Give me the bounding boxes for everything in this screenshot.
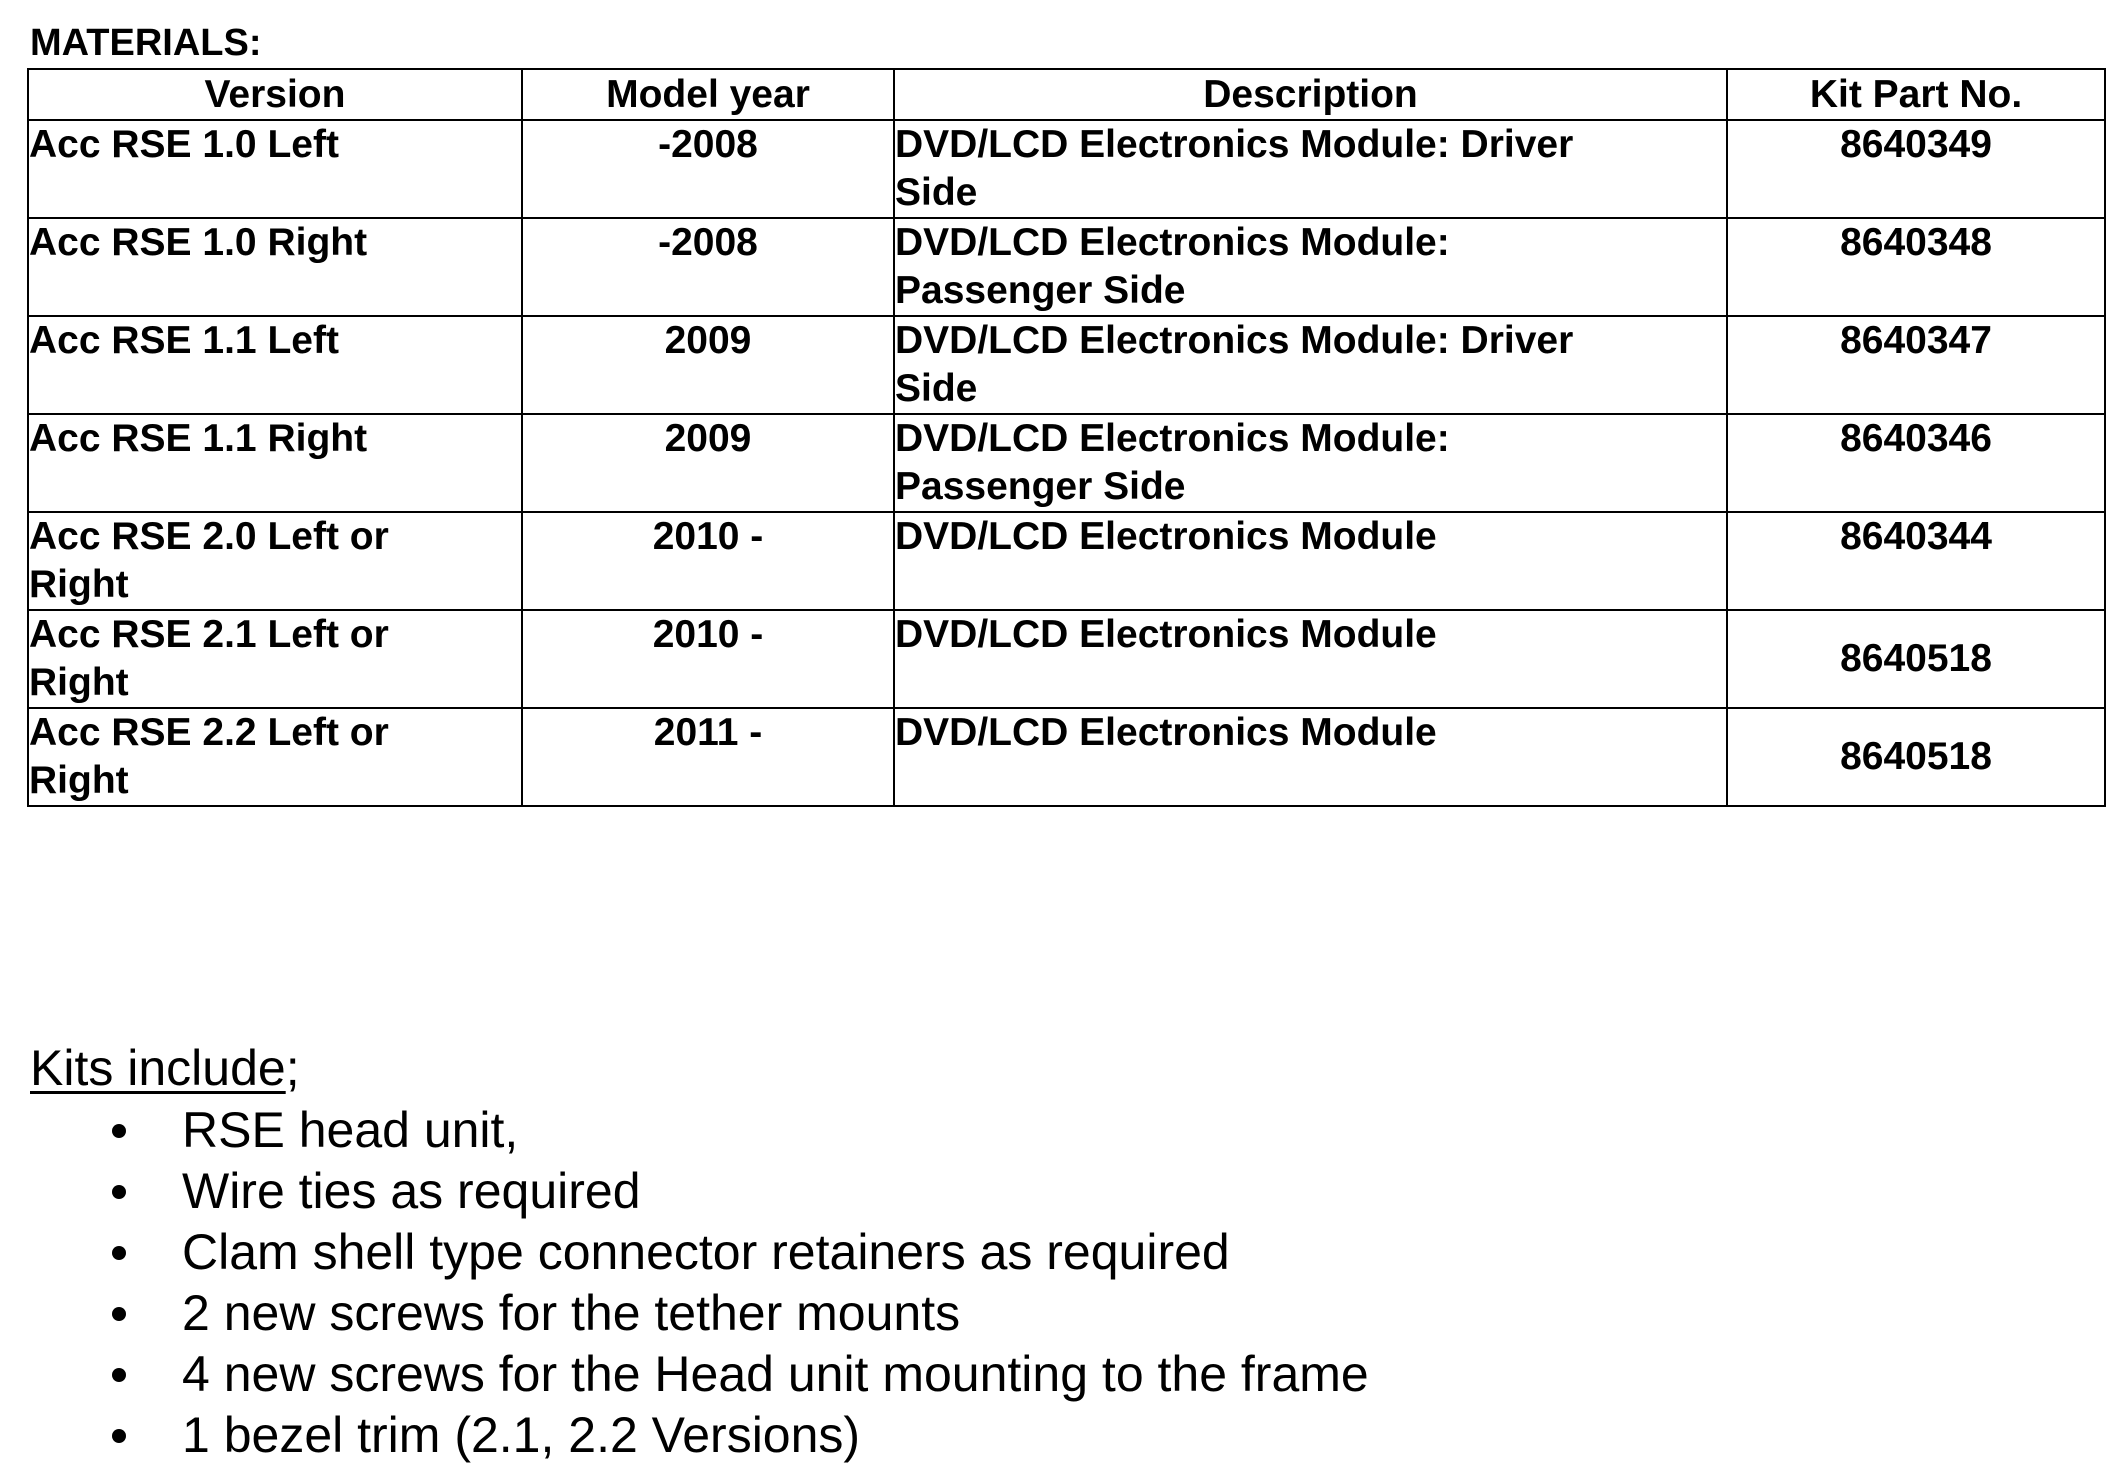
- header-model-year: Model year: [522, 69, 894, 120]
- kit-part-no-cell: 8640346: [1727, 414, 2105, 512]
- header-version: Version: [28, 69, 522, 120]
- table-row: [28, 414, 2105, 512]
- table-row: [28, 610, 2105, 708]
- kits-include-label: Kits include: [30, 1040, 286, 1096]
- materials-heading: MATERIALS:: [30, 22, 262, 64]
- kits-include-suffix: ;: [285, 1040, 300, 1096]
- bullet-icon: [112, 1429, 126, 1443]
- bullet-icon: [112, 1185, 126, 1199]
- bullet-icon: [112, 1246, 126, 1260]
- description-cell: DVD/LCD Electronics Module: [894, 512, 1727, 610]
- bullet-icon: [112, 1124, 126, 1138]
- version-cell: Acc RSE 2.0 Left or Right: [28, 512, 522, 610]
- table-row: [28, 512, 2105, 610]
- description-cell: DVD/LCD Electronics Module: Driver Side: [894, 120, 1727, 218]
- list-item: 2 new screws for the tether mounts: [0, 1283, 1369, 1344]
- model-year-cell: 2009: [522, 316, 894, 414]
- kit-part-no-cell: 8640518: [1727, 610, 2105, 708]
- kit-part-no-cell: 8640348: [1727, 218, 2105, 316]
- bullet-icon: [112, 1368, 126, 1382]
- model-year-cell: -2008: [522, 218, 894, 316]
- version-cell: Acc RSE 1.1 Right: [28, 414, 522, 512]
- version-cell: Acc RSE 2.2 Left or Right: [28, 708, 522, 806]
- model-year-cell: 2011 -: [522, 708, 894, 806]
- table-row: [28, 316, 2105, 414]
- description-cell: DVD/LCD Electronics Module: Passenger Side: [894, 218, 1727, 316]
- list-item: RSE head unit,: [0, 1100, 1369, 1161]
- list-item: 1 bezel trim (2.1, 2.2 Versions): [0, 1405, 1369, 1466]
- bullet-icon: [112, 1307, 126, 1321]
- version-cell: Acc RSE 2.1 Left or Right: [28, 610, 522, 708]
- model-year-cell: 2009: [522, 414, 894, 512]
- table-row: [28, 218, 2105, 316]
- model-year-cell: 2010 -: [522, 512, 894, 610]
- description-cell: DVD/LCD Electronics Module: [894, 610, 1727, 708]
- version-cell: Acc RSE 1.1 Left: [28, 316, 522, 414]
- kit-part-no-cell: 8640349: [1727, 120, 2105, 218]
- kits-include-title: [30, 1038, 300, 1098]
- header-kit-part-no: Kit Part No.: [1727, 69, 2105, 120]
- description-cell: DVD/LCD Electronics Module: Passenger Side: [894, 414, 1727, 512]
- header-description: Description: [894, 69, 1727, 120]
- model-year-cell: -2008: [522, 120, 894, 218]
- materials-table: [27, 68, 2106, 807]
- model-year-cell: 2010 -: [522, 610, 894, 708]
- version-cell: Acc RSE 1.0 Left: [28, 120, 522, 218]
- list-item: Wire ties as required: [0, 1161, 1369, 1222]
- version-cell: Acc RSE 1.0 Right: [28, 218, 522, 316]
- description-cell: DVD/LCD Electronics Module: [894, 708, 1727, 806]
- table-header-row: [28, 69, 2105, 120]
- kit-part-no-cell: 8640344: [1727, 512, 2105, 610]
- description-cell: DVD/LCD Electronics Module: Driver Side: [894, 316, 1727, 414]
- kit-part-no-cell: 8640518: [1727, 708, 2105, 806]
- table-row: [28, 708, 2105, 806]
- kit-part-no-cell: 8640347: [1727, 316, 2105, 414]
- list-item: 4 new screws for the Head unit mounting to the frame: [0, 1344, 1369, 1405]
- kits-list: [0, 1100, 1369, 1466]
- table-row: [28, 120, 2105, 218]
- list-item: Clam shell type connector retainers as required: [0, 1222, 1369, 1283]
